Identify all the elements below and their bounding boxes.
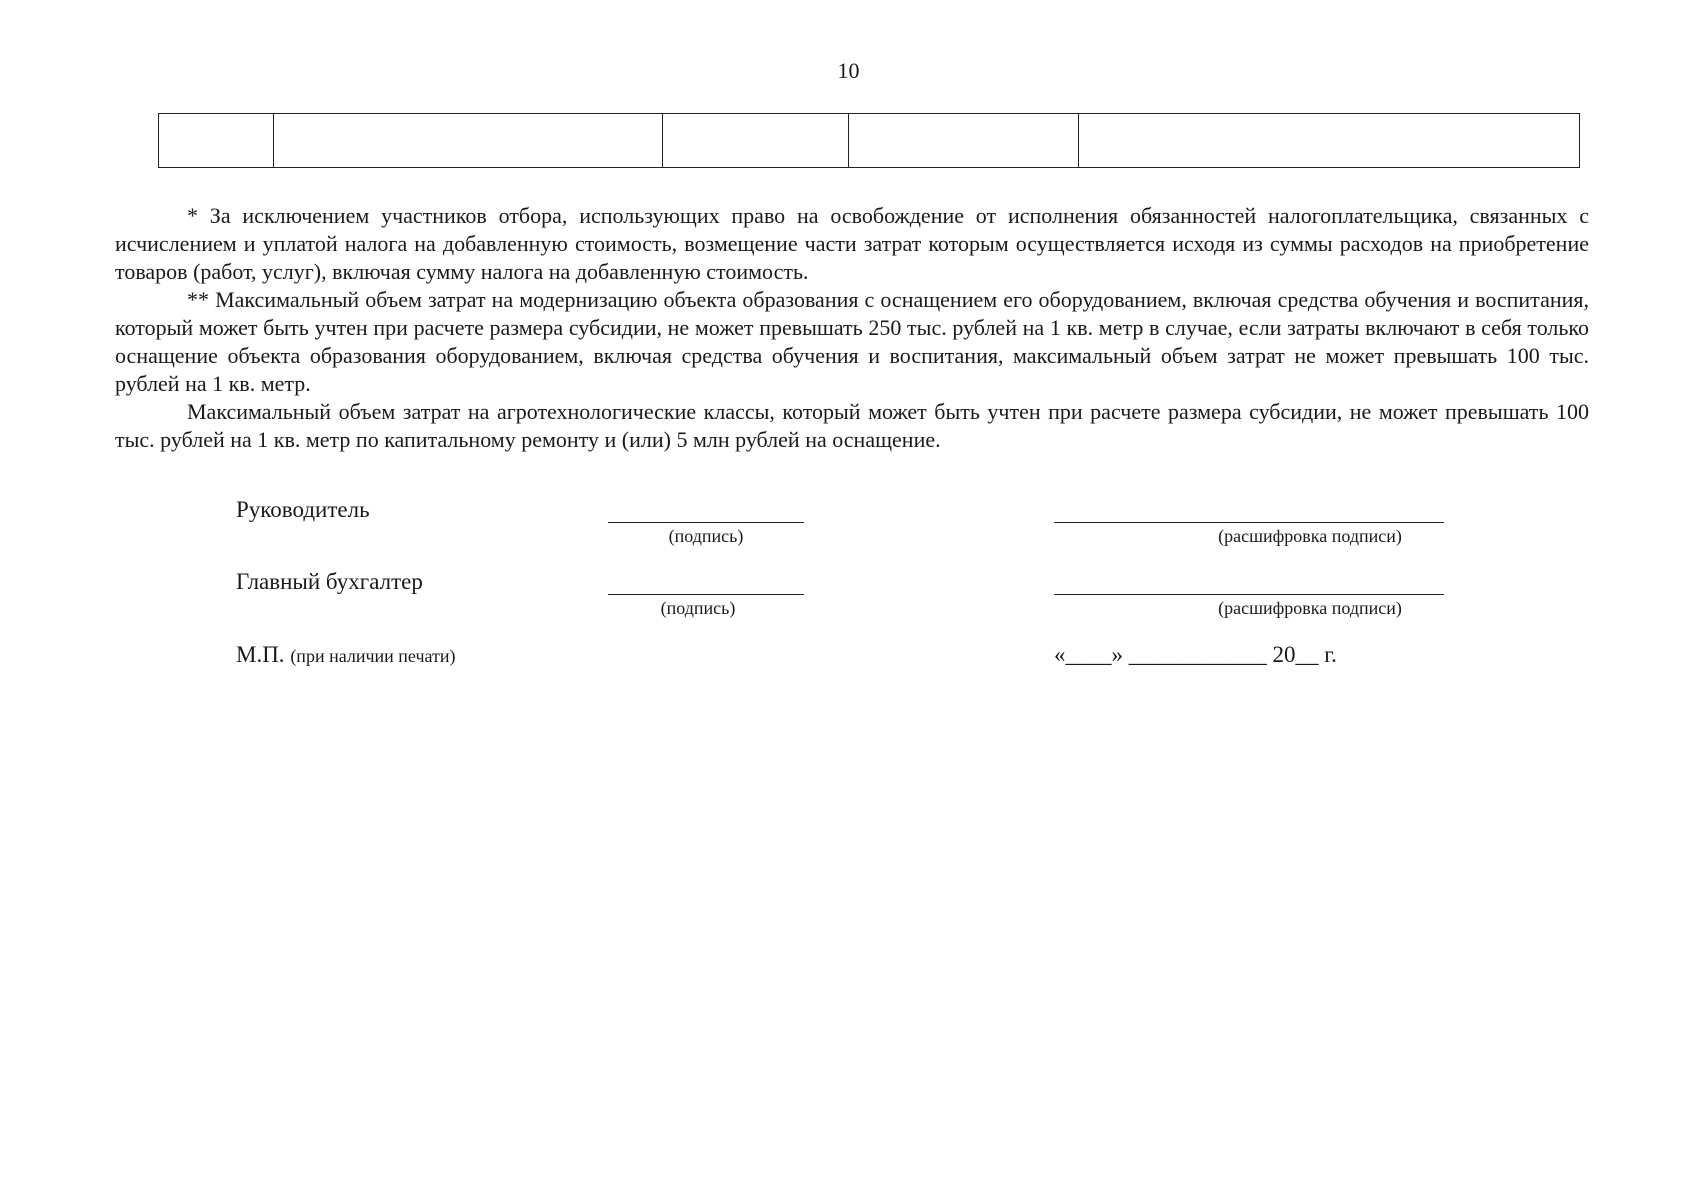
table-cell: [1079, 114, 1580, 168]
footnotes: [115, 202, 1589, 454]
head-label: Руководитель: [236, 497, 370, 522]
footnote-max-modernization-costs: ** Максимальный объем затрат на модернизацию объекта образования с оснащением его оборудованием, включая средства обучения и воспитания, который может быть учтен при расчете размера субсидии, не может превышать 250 тыс. рублей на 1 кв. метр в случае, если затраты включают в себя только оснащение объекта образования оборудованием, включая средства обучения и воспитания, максимальный объем затрат не может превышать 100 тыс. рублей на 1 кв. метр.: [115, 287, 1589, 396]
table-cell: [274, 114, 663, 168]
head-signature-caption: (подпись): [668, 526, 744, 546]
stamp-label: М.П.: [236, 642, 285, 667]
chief-accountant-signature-line: [608, 594, 804, 595]
footnote-vat-exemption: * За исключением участников отбора, использующих право на освобождение от исполнения обязанностей налогоплательщика, связанных с исчислением и уплатой налога на добавленную стоимость, возмещение части затрат которым осуществляется исходя из суммы расходов на приобретение товаров (работ, услуг), включая сумму налога на добавленную стоимость.: [115, 203, 1589, 284]
table-cell: [849, 114, 1079, 168]
chief-accountant-decoding-caption: (расшифровка подписи): [1218, 598, 1402, 618]
footnote-agrotech-classes: Максимальный объем затрат на агротехнологические классы, который может быть учтен при расчете размера субсидии, не может превышать 100 тыс. рублей на 1 кв. метр по капитальному ремонту и (или) 5 млн рублей на оснащение.: [115, 399, 1589, 452]
date-field: «____» ____________ 20__ г.: [1054, 642, 1337, 667]
chief-accountant-signature-caption: (подпись): [660, 598, 736, 618]
stamp-block: [236, 641, 456, 670]
head-signature-line: [608, 522, 804, 523]
table-row: [159, 114, 1580, 168]
stamp-note: (при наличии печати): [290, 646, 456, 666]
head-decoding-line: [1054, 522, 1444, 523]
table-cell: [663, 114, 849, 168]
form-table: [158, 113, 1580, 168]
chief-accountant-label: Главный бухгалтер: [236, 569, 423, 594]
table-cell: [159, 114, 274, 168]
head-decoding-caption: (расшифровка подписи): [1218, 526, 1402, 546]
page-number: 10: [837, 58, 860, 83]
chief-accountant-decoding-line: [1054, 594, 1444, 595]
